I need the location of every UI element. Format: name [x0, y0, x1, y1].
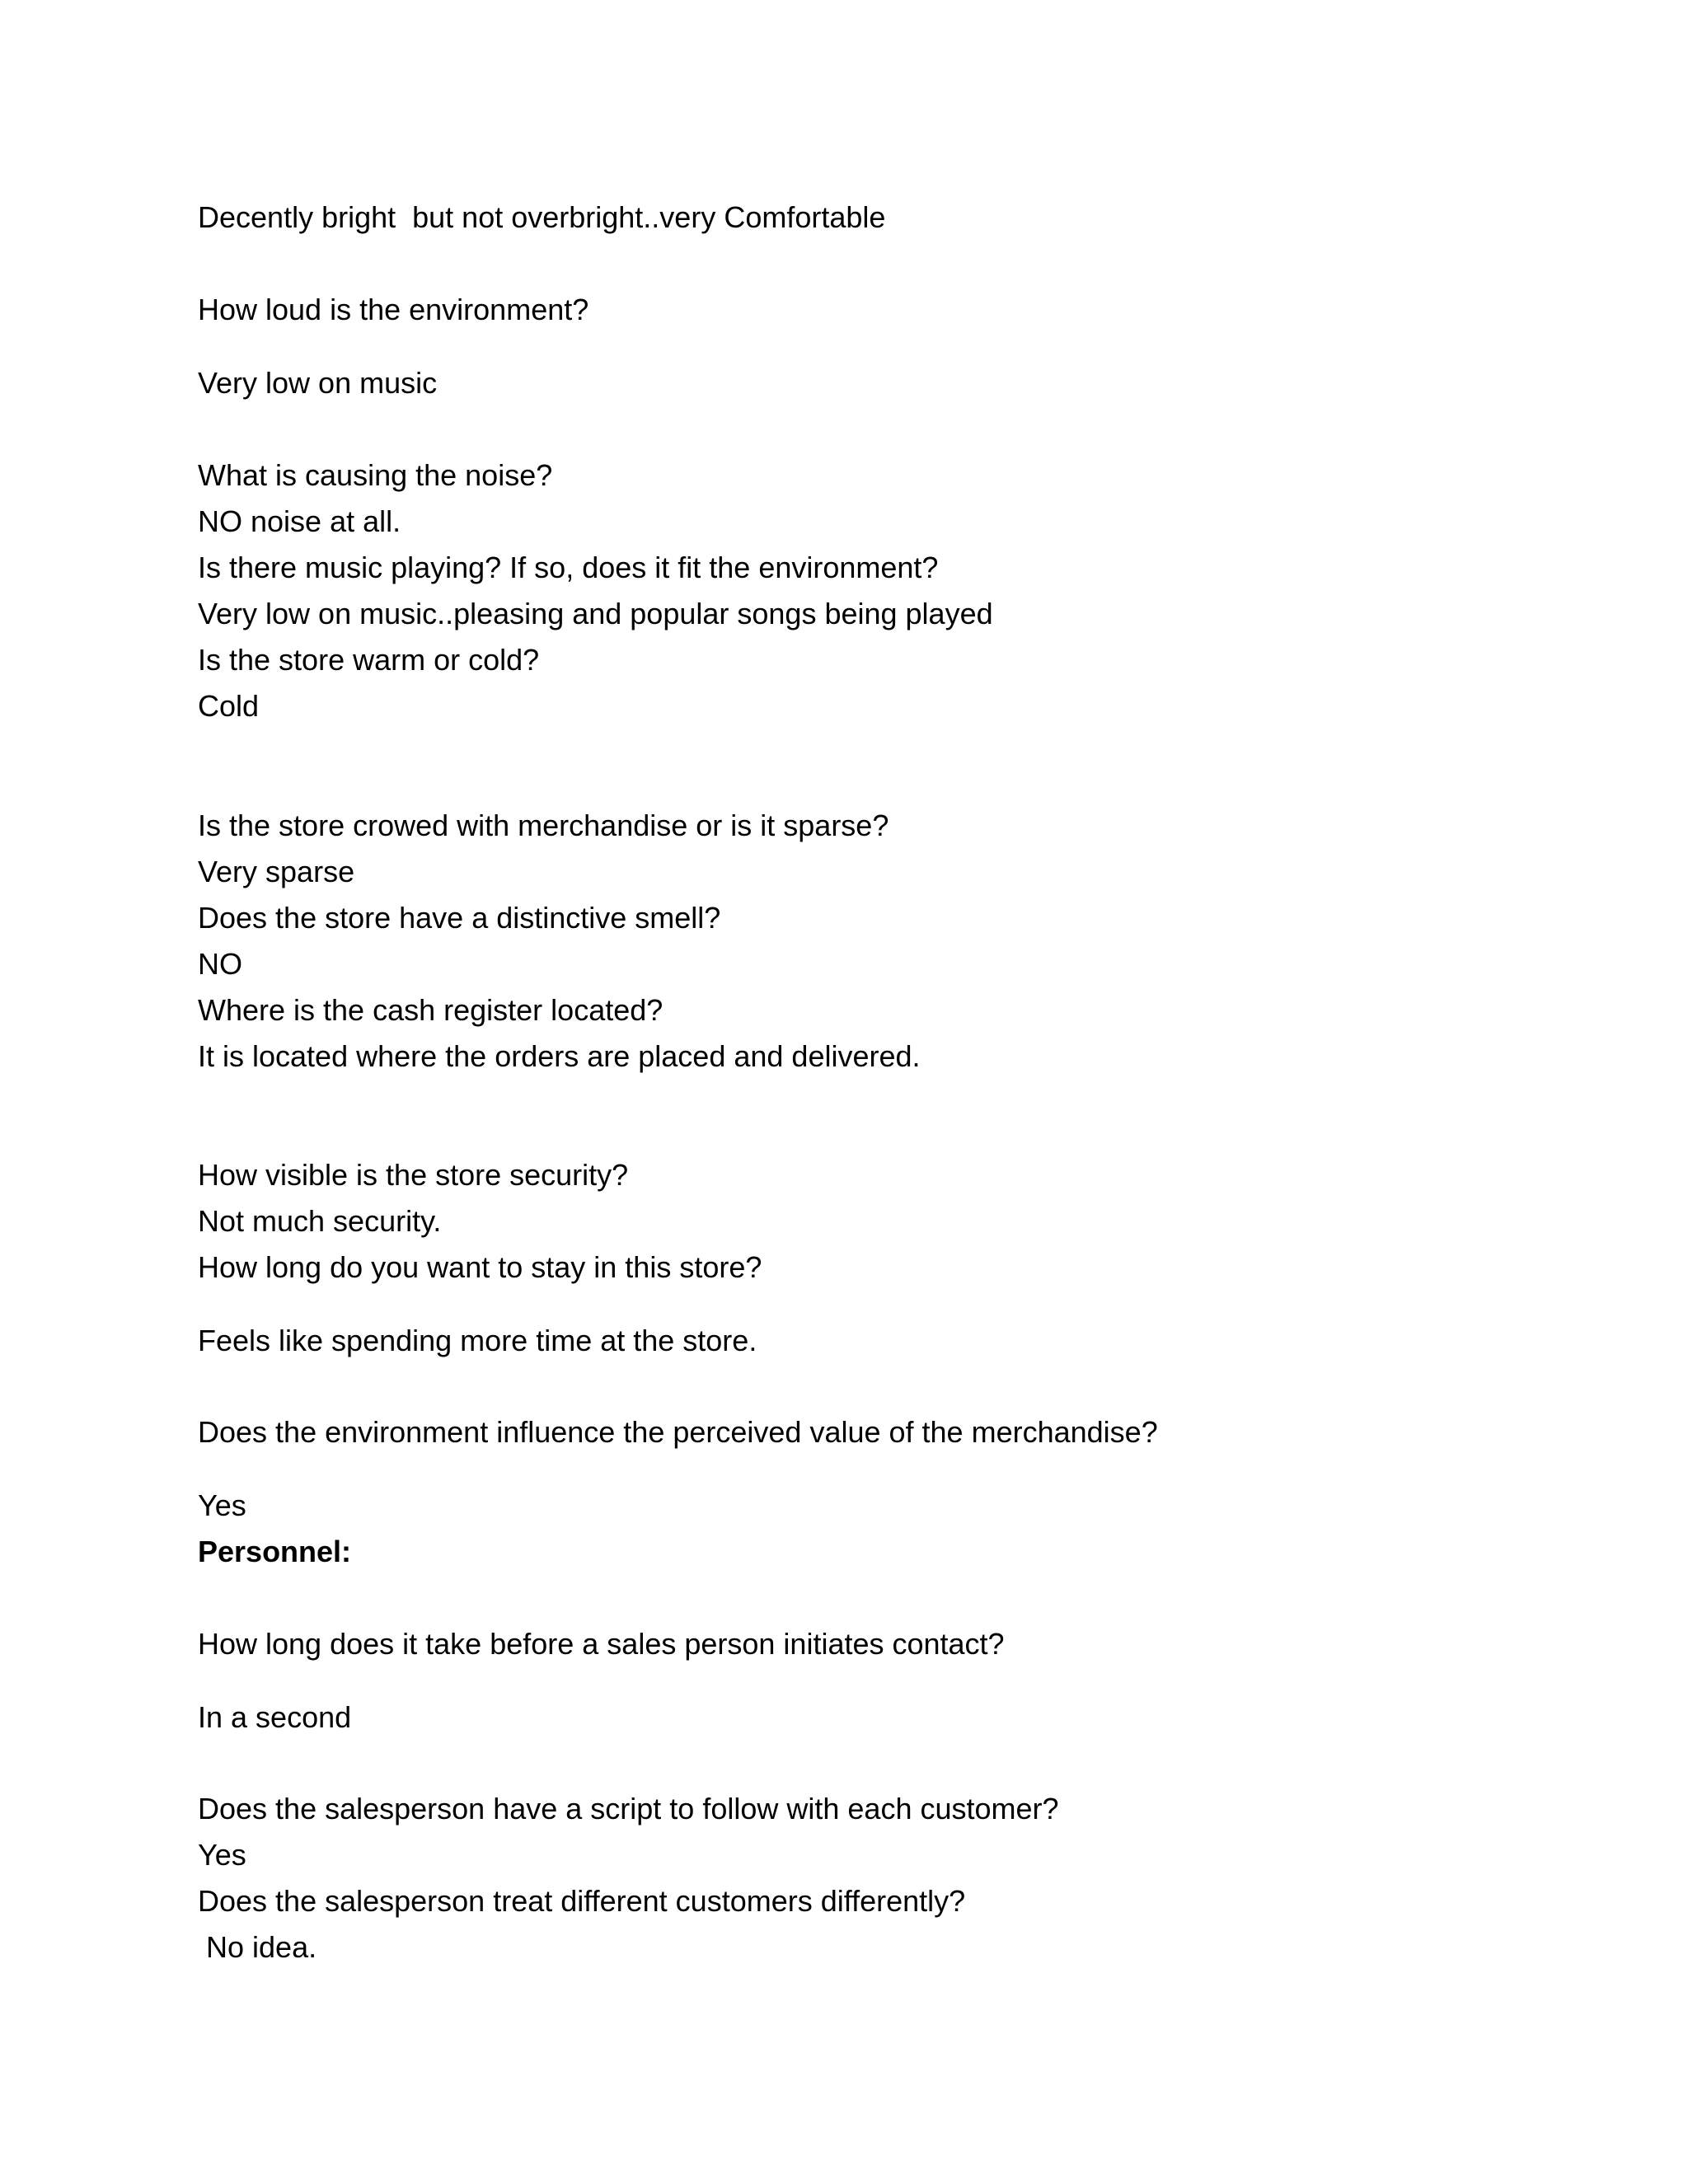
answer-script: Yes	[198, 1838, 246, 1872]
question-noise-cause: What is causing the noise?	[198, 458, 553, 492]
answer-treatment: No idea.	[198, 1930, 317, 1964]
answer-security: Not much security.	[198, 1204, 442, 1238]
question-merchandise-density: Is the store crowed with merchandise or is it sparse?	[198, 808, 889, 842]
answer-lighting: Decently bright but not overbright..very Comfortable	[198, 200, 886, 234]
answer-temperature: Cold	[198, 689, 260, 723]
question-loudness: How loud is the environment?	[198, 293, 589, 326]
question-script: Does the salesperson have a script to follow with each customer?	[198, 1792, 1059, 1825]
answer-smell: NO	[198, 947, 242, 981]
question-smell: Does the store have a distinctive smell?	[198, 901, 721, 935]
question-security: How visible is the store security?	[198, 1158, 629, 1192]
question-contact-time: How long does it take before a sales person initiates contact?	[198, 1627, 1005, 1661]
question-music: Is there music playing? If so, does it fit the environment?	[198, 551, 939, 584]
answer-noise-cause: NO noise at all.	[198, 504, 401, 538]
question-perceived-value: Does the environment influence the perceived value of the merchandise?	[198, 1415, 1158, 1449]
question-treatment: Does the salesperson treat different customers differently?	[198, 1884, 966, 1918]
answer-contact-time: In a second	[198, 1700, 352, 1734]
question-cash-register: Where is the cash register located?	[198, 993, 663, 1027]
answer-loudness: Very low on music	[198, 366, 438, 400]
question-temperature: Is the store warm or cold?	[198, 643, 540, 677]
answer-cash-register: It is located where the orders are placed and delivered.	[198, 1039, 921, 1073]
section-heading-personnel: Personnel:	[198, 1535, 352, 1568]
answer-stay-duration: Feels like spending more time at the store.	[198, 1324, 757, 1357]
answer-merchandise-density: Very sparse	[198, 855, 355, 888]
answer-perceived-value: Yes	[198, 1488, 246, 1522]
question-stay-duration: How long do you want to stay in this store?	[198, 1250, 762, 1284]
answer-music: Very low on music..pleasing and popular songs being played	[198, 597, 993, 630]
